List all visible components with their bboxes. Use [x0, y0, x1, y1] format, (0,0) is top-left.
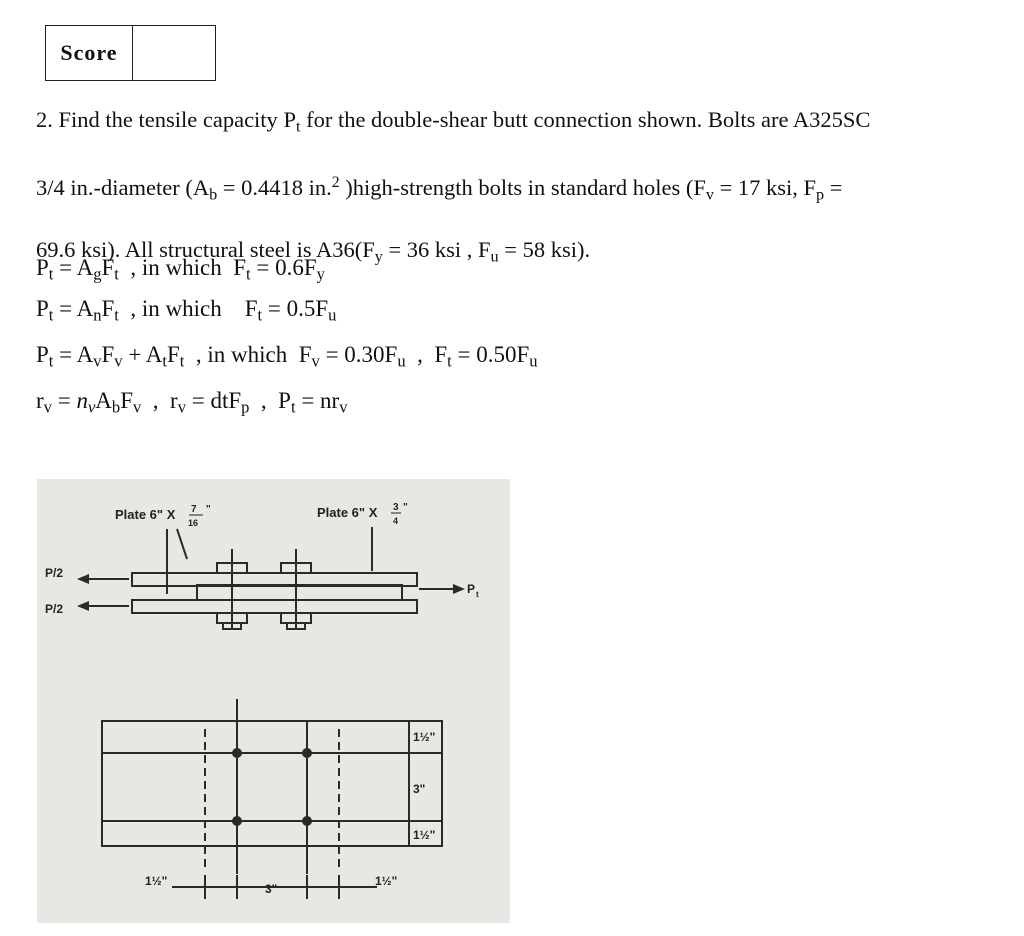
problem-line-2: 3/4 in.-diameter ($A_b = 0.4418$ in.$^2$ )high-strength bolts in standard holes ($F_v = 17$ ksi, $F_p$ =: [36, 173, 843, 203]
equation-block-shear: $P_t = A_vF_v + A_tF_t$ , in which $F_v = 0.30F_u$ , $F_t = 0.50F_u$: [36, 342, 538, 371]
plate-right-frac-den: 4: [393, 516, 399, 526]
dim-bottom-right: 1½": [375, 874, 398, 888]
arrow-left-top: [77, 574, 89, 584]
bolt-side-1: [217, 549, 247, 629]
bolt-hole-3: [232, 816, 242, 826]
bottom-splice-plate: [132, 600, 417, 613]
problem-line-1: 2. Find the tensile capacity $P_t$ for the double-shear butt connection shown. Bolts are A325SC: [36, 107, 871, 136]
equation-bolt-capacity: $r_v = n_vA_bF_v$ , $r_v = dtF_p$ , $P_t = nr_v$: [36, 388, 348, 417]
plate-left-inch: ": [206, 504, 211, 515]
plate-left-frac-num: 7: [191, 504, 197, 515]
plate-right-inch: ": [403, 502, 408, 513]
equation-gross-area: $P_t = A_gF_t$ , in which $F_t = 0.6F_y$: [36, 255, 325, 284]
plate-right-frac-num: 3: [393, 502, 399, 513]
bolt-hole-1: [232, 748, 242, 758]
arrow-left-bottom: [77, 601, 89, 611]
plan-outline: [102, 721, 442, 846]
dim-right-bottom: 1½": [413, 828, 436, 842]
score-box: [45, 25, 216, 81]
problem-line-3: 69.6 ksi). All structural steel is $A36(F_y = 36$ ksi , $F_u = 58$ ksi).: [36, 236, 591, 266]
load-right-sub: t: [476, 590, 479, 599]
arrow-right: [453, 584, 465, 594]
plate-left-label: Plate 6" X: [115, 507, 176, 522]
bolt-hole-4: [302, 816, 312, 826]
bolt-side-2: [281, 549, 311, 629]
score-value: [133, 26, 215, 80]
dim-bottom-left: 1½": [145, 874, 168, 888]
load-right-label: P: [467, 582, 476, 596]
main-plate: [197, 585, 402, 600]
bolt-hole-2: [302, 748, 312, 758]
dim-right-mid: 3": [413, 782, 426, 796]
dim-bottom-mid: 3": [265, 882, 278, 896]
dim-right-top: 1½": [413, 730, 436, 744]
plate-right-label: Plate 6" X: [317, 505, 378, 520]
load-top-label: P/2: [45, 566, 64, 580]
connection-figure: [37, 479, 510, 923]
plate-left-frac-den: 16: [188, 518, 199, 528]
connection-diagram: [37, 479, 510, 923]
load-bottom-label: P/2: [45, 602, 64, 616]
equation-net-area: $P_t = A_nF_t$ , in which $F_t = 0.5F_u$: [36, 296, 337, 325]
score-label: Score: [46, 26, 133, 80]
